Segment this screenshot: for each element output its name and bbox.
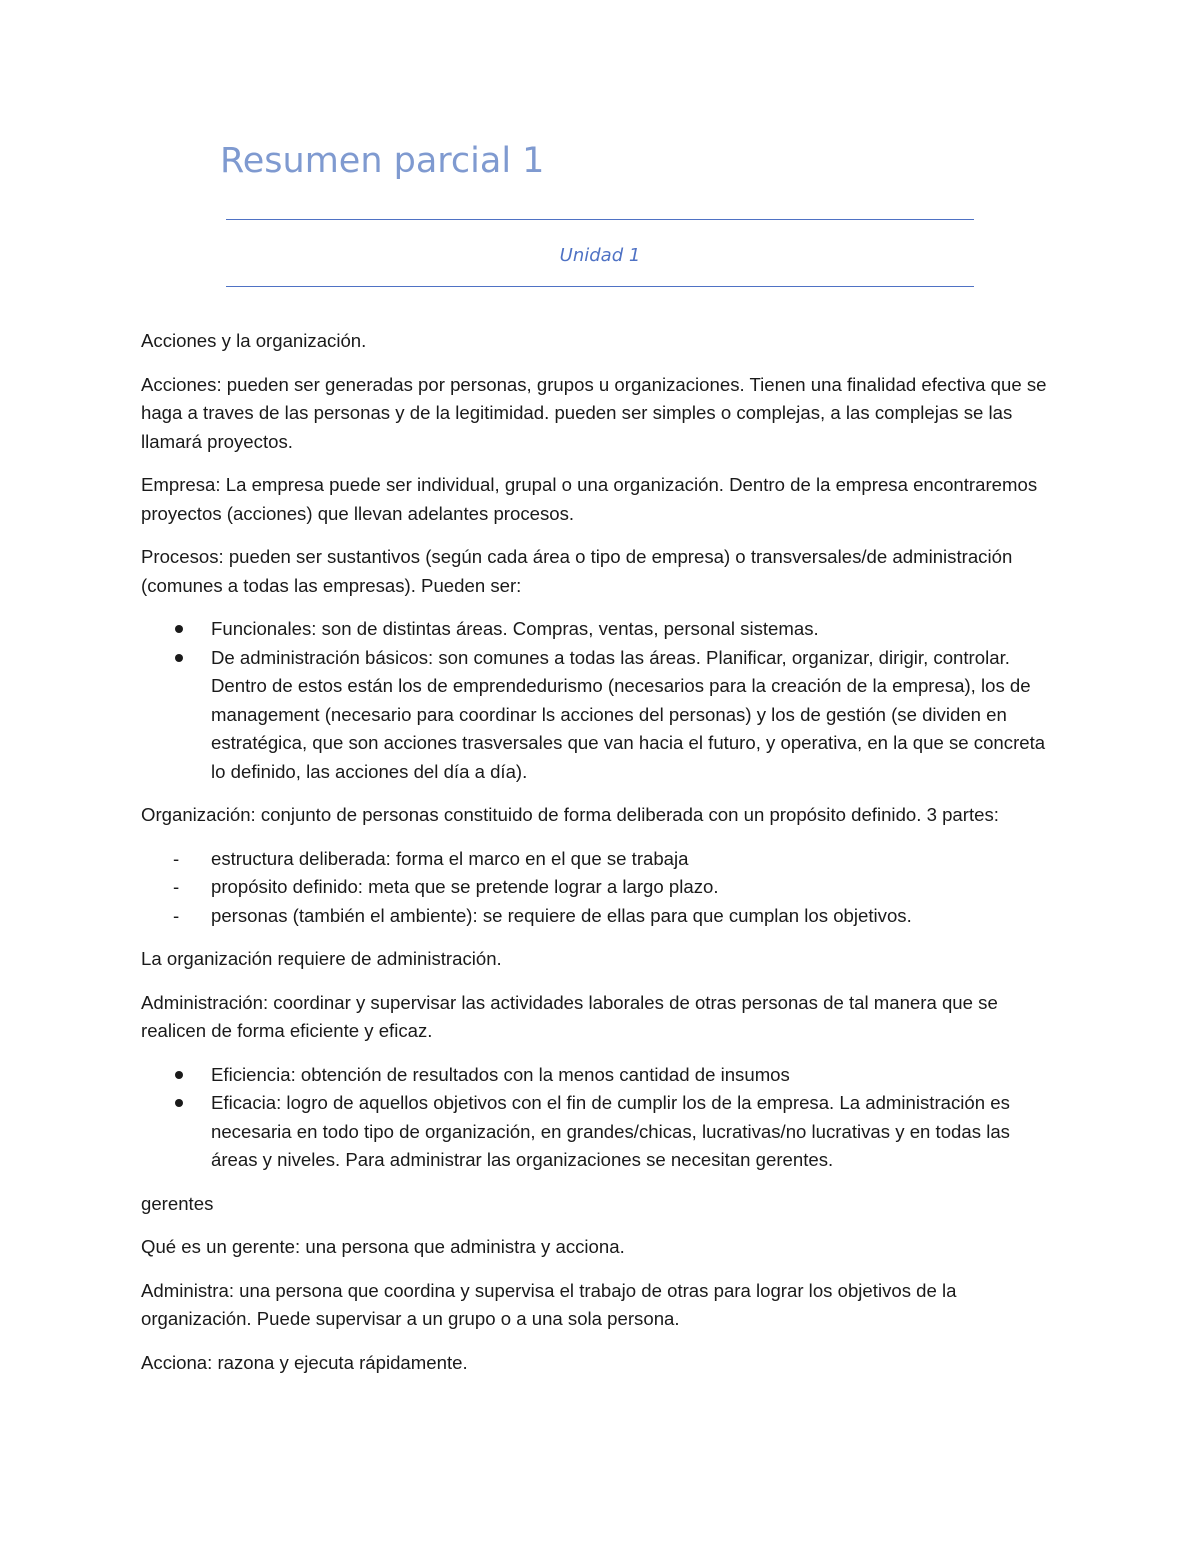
bullet-icon (175, 625, 183, 633)
title-rule-bottom (226, 286, 974, 287)
list-item (141, 845, 1053, 874)
paragraph-administracion: Administración: coordinar y supervisar las actividades laborales de otras personas de tal manera que se realicen de forma eficiente y eficaz. (141, 991, 998, 1041)
list-item (141, 1089, 1053, 1175)
document-body (141, 327, 1053, 1392)
paragraph-procesos: Procesos: pueden ser sustantivos (según cada área o tipo de empresa) o transversales/de administración (comunes a todas las empresas). Pueden ser: (141, 546, 1013, 596)
paragraph-que-es-gerente: Qué es un gerente: una persona que administra y acciona. (141, 1236, 625, 1257)
bullet-icon (175, 1071, 183, 1079)
dash-marker: - (173, 876, 180, 897)
bullet-icon (175, 1099, 183, 1107)
paragraph-heading: Acciones y la organización. (141, 330, 367, 351)
list-item-text: De administración básicos: son comunes a todas las áreas. Planificar, organizar, dirigir, controlar. Dentro de estos están los de emprendedurismo (necesarios para la creación de la empresa), los de management (necesario para coordinar ls acciones del personas) y los de gestión (se dividen en estratégica, que son acciones trasversales que van hacia el futuro, y operativa, en la que se concreta lo definido, las acciones del día a día). (211, 646, 1046, 782)
dash-marker: - (173, 904, 180, 926)
list-item-text: Eficacia: logro de aquellos objetivos con el fin de cumplir los de la empresa. La administración es necesaria en todo tipo de organización, en grandes/chicas, lucrativas/no lucrativas y en todas las áreas y niveles. Para administrar las organizaciones se necesitan gerentes. (211, 1092, 1010, 1170)
paragraph-organizacion: Organización: conjunto de personas constituido de forma deliberada con un propósito definido. 3 partes: (141, 804, 999, 825)
list-item-text: personas (también el ambiente): se requiere de ellas para que cumplan los objetivos. (211, 904, 912, 926)
paragraph-acciones: Acciones: pueden ser generadas por personas, grupos u organizaciones. Tienen una finalidad efectiva que se haga a traves de las personas y de la legitimidad. pueden ser simples o complejas, a las complejas se las llamará proyectos. (141, 373, 1047, 452)
document-subtitle: Unidad 1 (559, 245, 641, 266)
dash-list-partes (141, 845, 1053, 931)
paragraph-requiere: La organización requiere de administración. (141, 948, 502, 969)
bullet-list-procesos (141, 615, 1053, 786)
list-item-text: Eficiencia: obtención de resultados con la menos cantidad de insumos (211, 1063, 790, 1085)
list-item (141, 902, 1053, 931)
list-item (141, 1061, 1053, 1090)
list-item-text: propósito definido: meta que se pretende lograr a largo plazo. (211, 876, 719, 897)
title-rule-top (226, 219, 974, 220)
list-item-text: Funcionales: son de distintas áreas. Compras, ventas, personal sistemas. (211, 618, 819, 639)
list-item (141, 615, 1053, 644)
dash-marker: - (173, 847, 180, 869)
bullet-icon (175, 654, 183, 662)
list-item (141, 644, 1053, 787)
list-item (141, 873, 1053, 902)
paragraph-gerentes: gerentes (141, 1192, 214, 1214)
bullet-list-eficiencia (141, 1061, 1053, 1175)
paragraph-acciona: Acciona: razona y ejecuta rápidamente. (141, 1351, 468, 1373)
paragraph-administra: Administra: una persona que coordina y supervisa el trabajo de otras para lograr los objetivos de la organización. Puede supervisar a un grupo o a una sola persona. (141, 1279, 957, 1329)
list-item-text: estructura deliberada: forma el marco en el que se trabaja (211, 847, 689, 869)
document-title: Resumen parcial 1 (220, 141, 545, 181)
paragraph-empresa: Empresa: La empresa puede ser individual, grupal o una organización. Dentro de la empresa encontraremos proyectos (acciones) que llevan adelantes procesos. (141, 474, 1038, 524)
